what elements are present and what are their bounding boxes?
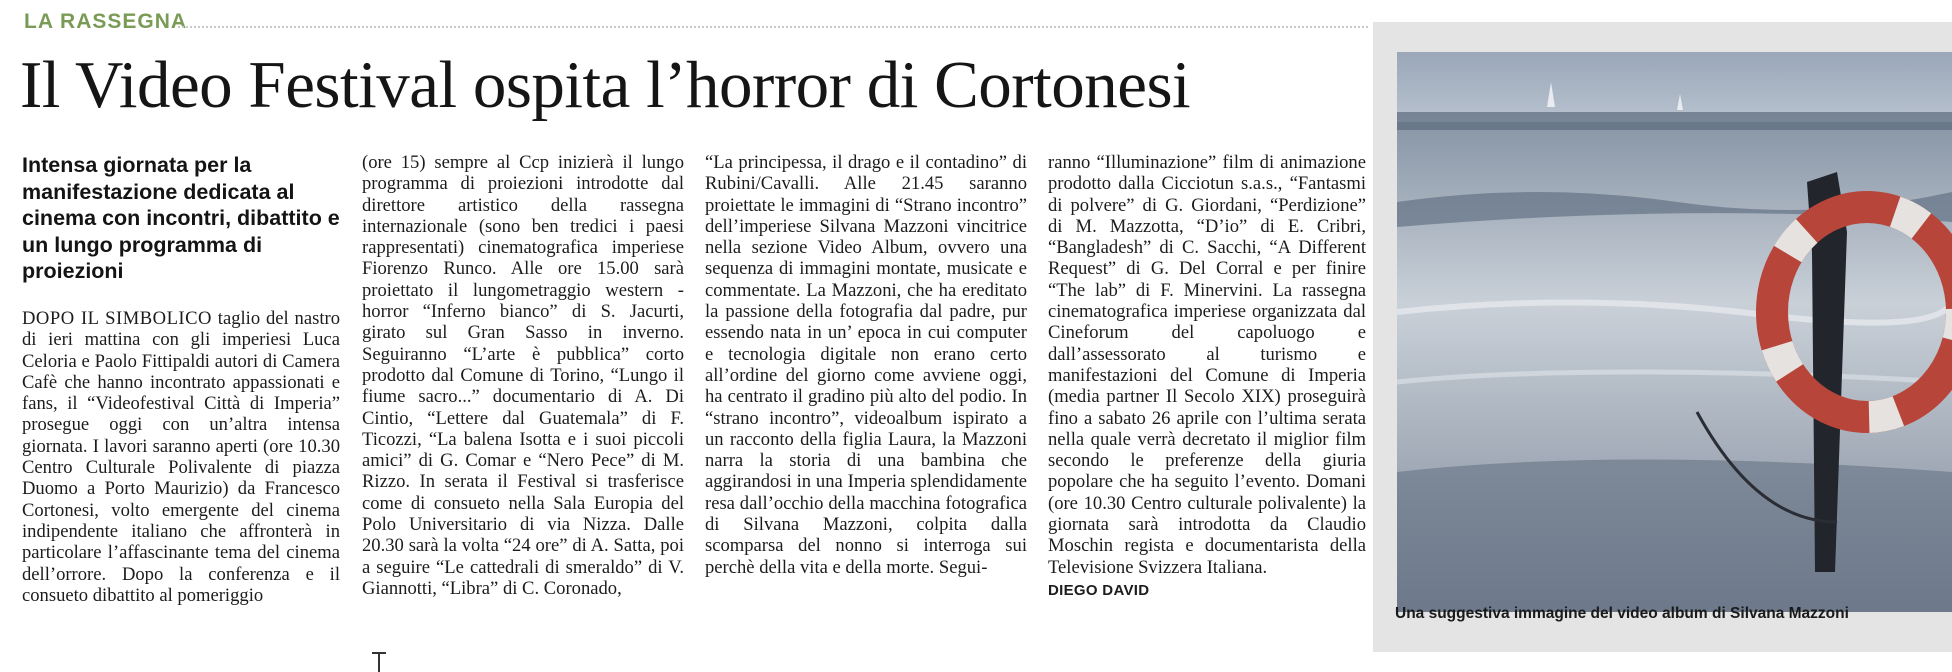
column-4-text: ranno “Illuminazione” film di animazione prodotto dalla Cicciotun s.a.s., “Fantasmi di polvere” di G. Giordani, “Perdizione” di M. Mazzotta, “D’io” di E. Cribri, “Bangladesh” di C. Sacchi, “A Different Request” di G. Del Corral e per finire “The lab” di F. Minervini. La rassegna cinematografica imperiese organizzata dal Cineforum del capoluogo e dall’assessorato al turismo e manifestazioni del Comune di Imperia (media partner Il Secolo XIX) proseguirà fino a sabato 26 aprile con l’ultima serata nella quale verrà decretato il miglior film secondo le preferenze della giuria popolare che ha seguito l’evento. Domani (ore 10.30 Centro culturale polivalente) la giornata sarà introdotta da Claudio Moschin regista e documentarista della Televisione Svizzera Italiana. [1048,152,1366,578]
article-photo [1373,22,1952,652]
article-column-1 [22,308,340,606]
column-marker [372,652,386,654]
section-kicker: LA RASSEGNA [24,10,188,33]
article-subhead: Intensa giornata per la manifestazione dedicata al cinema con incontri, dibattito e un lungo programma di proiezioni [22,153,340,283]
photo-sea-lifebuoy-icon [1397,52,1952,612]
kicker-rule [178,26,1368,28]
lead-words: DOPO IL SIMBOLICO [22,308,212,329]
article-column-3 [705,152,1027,578]
photo-caption: Una suggestiva immagine del video album di Silvana Mazzoni [1395,605,1849,622]
article-column-4 [1048,152,1366,601]
column-1-text: taglio del nastro di ieri mattina con gli imperiesi Luca Celoria e Paolo Fittipaldi autori di Camera Cafè che hanno incontrato appassionati e fans, il “Videofestival Città di Imperia” prosegue oggi con un’altra intensa giornata. I lavori saranno aperti (ore 10.30 Centro Culturale Polivalente di piazza Duomo a Porto Maurizio) da Francesco Cortonesi, volto emergente del cinema indipendente italiano che affronterà in particolare l’affascinante tema del cinema dell’orrore. Dopo la conferenza e il consueto dibattito al pomeriggio [22,308,340,606]
article-byline: DIEGO DAVID [1048,581,1150,599]
article-headline: Il Video Festival ospita l’horror di Cortonesi [20,48,1191,122]
column-2-text: (ore 15) sempre al Ccp inizierà il lungo programma di proiezioni introdotte dal direttore artistico della rassegna internazionale (sono ben tredici i paesi rappresentati) cinematografica imperiese Fiorenzo Runco. Alle ore 15.00 sarà proiettato il lungometraggio western - horror “Inferno bianco” di S. Jacurti, girato sul Gran Sasso in inverno. Seguiranno “L’arte è pubblica” corto prodotto dal Comune di Torino, “Lungo il fiume sacro...” documentario di A. Di Cintio, “Lettere dal Guatemala” di F. Ticozzi, “La balena Isotta e i suoi piccoli amici” di G. Comar e “Nero Pece” di M. Rizzo. In serata il Festival si trasferisce come di consueto nella Sala Europia del Polo Universitario di via Nizza. Dalle 20.30 sarà la volta “24 ore” di A. Satta, poi a seguire “Le cattedrali di smeraldo” di V. Giannotti, “Libra” di C. Coronado, [362,152,684,599]
column-3-text: “La principessa, il drago e il contadino” di Rubini/Cavalli. Alle 21.45 saranno proiettate le immagini di “Strano incontro” dell’imperiese Silvana Mazzoni vincitrice nella sezione Video Album, ovvero una sequenza di immagini montate, musicate e commentate. La Mazzoni, che ha ereditato la passione della fotografia dal padre, pur essendo nata in un’ epoca in cui computer e tecnologia digitale non erano certo all’ordine del giorno come avviene oggi, ha centrato il gradino più alto del podio. In “strano incontro”, videoalbum ispirato a un racconto della figlia Laura, la Mazzoni narra la storia di una bambina che aggirandosi in una Imperia splendidamente resa dall’occhio della macchina fotografica di Silvana Mazzoni, colpita dalla scomparsa del nonno si interroga sui perchè della vita e della morte. Segui- [705,152,1027,578]
article-column-2 [362,152,684,599]
